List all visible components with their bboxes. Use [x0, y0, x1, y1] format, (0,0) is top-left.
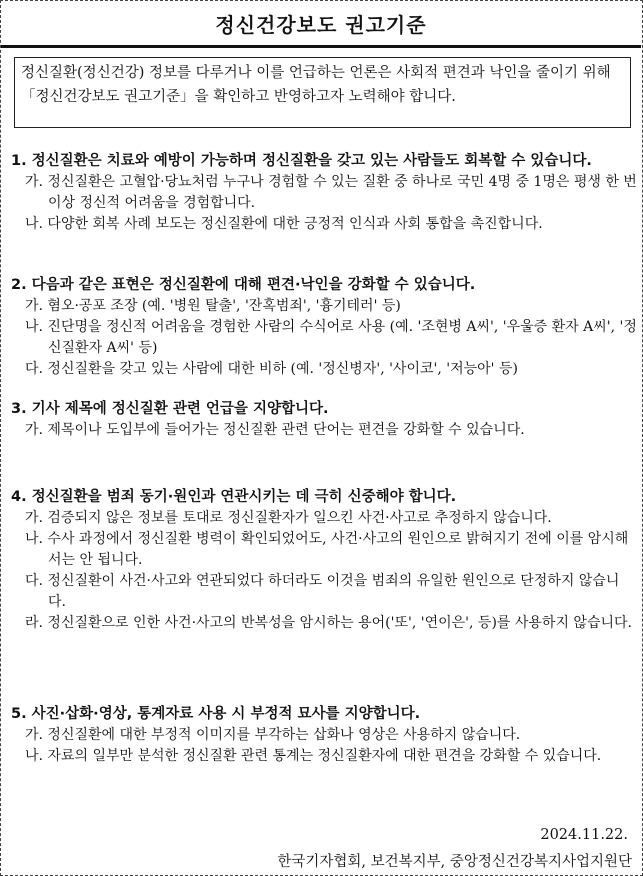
- section-3: [11, 398, 637, 441]
- list-item: 다. 정신질환이 사건·사고와 연관되었다 하더라도 이것을 범죄의 유일한 원인으로 단정하지 않습니다.: [25, 573, 620, 610]
- list-item: 가. 제목이나 도입부에 들어가는 정신질환 관련 단어는 편견을 강화할 수 있습니다.: [25, 422, 525, 438]
- title-bar: [1, 1, 641, 48]
- list-item: 나. 수사 과정에서 정신질환 병력이 확인되었어도, 사건·사고의 원인으로 밝혀지기 전에 이를 암시해서는 안 됩니다.: [25, 531, 629, 568]
- section-1: [11, 150, 637, 235]
- section-4: [11, 486, 637, 634]
- list-item: 가. 정신질환은 고혈압·당뇨처럼 누구나 경험할 수 있는 질환 중 하나로 국민 4명 중 1명은 평생 한 번 이상 정신적 어려움을 경험합니다.: [25, 174, 637, 211]
- section-heading: 1. 정신질환은 치료와 예방이 가능하며 정신질환을 갖고 있는 사람들도 회복할 수 있습니다.: [11, 153, 592, 169]
- section-heading: 2. 다음과 같은 표현은 정신질환에 대해 편견·낙인을 강화할 수 있습니다.: [11, 277, 476, 293]
- footer-organizations: 한국기자협회, 보건복지부, 중앙정신건강복지사업지원단: [277, 854, 632, 870]
- footer-date: 2024.11.22.: [540, 827, 628, 843]
- section-5: [11, 703, 637, 767]
- section-heading: 4. 정신질환을 범죄 동기·원인과 연관시키는 데 극히 신중해야 합니다.: [11, 489, 457, 505]
- intro-box: 정신질환(정신건강) 정보를 다루거나 이를 언급하는 언론은 사회적 편견과 낙인을 줄이기 위해「정신건강보도 권고기준」을 확인하고 반영하고자 노력해야 합니다.: [14, 57, 631, 128]
- list-item: 가. 검증되지 않은 정보를 토대로 정신질환자가 일으킨 사건·사고로 추정하지 않습니다.: [25, 510, 552, 526]
- list-item: 나. 자료의 일부만 분석한 정신질환 관련 통계는 정신질환자에 대한 편견을 강화할 수 있습니다.: [25, 748, 602, 764]
- page-title: 정신건강보도 권고기준: [215, 12, 427, 37]
- list-item: 가. 혐오·공포 조장 (예. '병원 탈출', '잔혹범죄', '흉기테러' 등): [25, 298, 401, 314]
- section-heading: 3. 기사 제목에 정신질환 관련 언급을 지양합니다.: [11, 401, 329, 417]
- list-item: 가. 정신질환에 대한 부정적 이미지를 부각하는 삽화나 영상은 사용하지 않습니다.: [25, 727, 521, 743]
- list-item: 나. 진단명을 정신적 어려움을 경험한 사람의 수식어로 사용 (예. '조현병 A씨', '우울증 환자 A씨', '정신질환자 A씨' 등): [25, 319, 637, 356]
- list-item: 라. 정신질환으로 인한 사건·사고의 반복성을 암시하는 용어('또', '연이은', 등)를 사용하지 않습니다.: [25, 615, 632, 631]
- section-heading: 5. 사진·삽화·영상, 통계자료 사용 시 부정적 묘사를 지양합니다.: [11, 706, 421, 722]
- list-item: 나. 다양한 회복 사례 보도는 정신질환에 대한 긍정적 인식과 사회 통합을 촉진합니다.: [25, 216, 543, 232]
- list-item: 다. 정신질환을 갖고 있는 사람에 대한 비하 (예. '정신병자', '사이코', '저능아' 등): [25, 361, 518, 377]
- section-2: [11, 274, 637, 380]
